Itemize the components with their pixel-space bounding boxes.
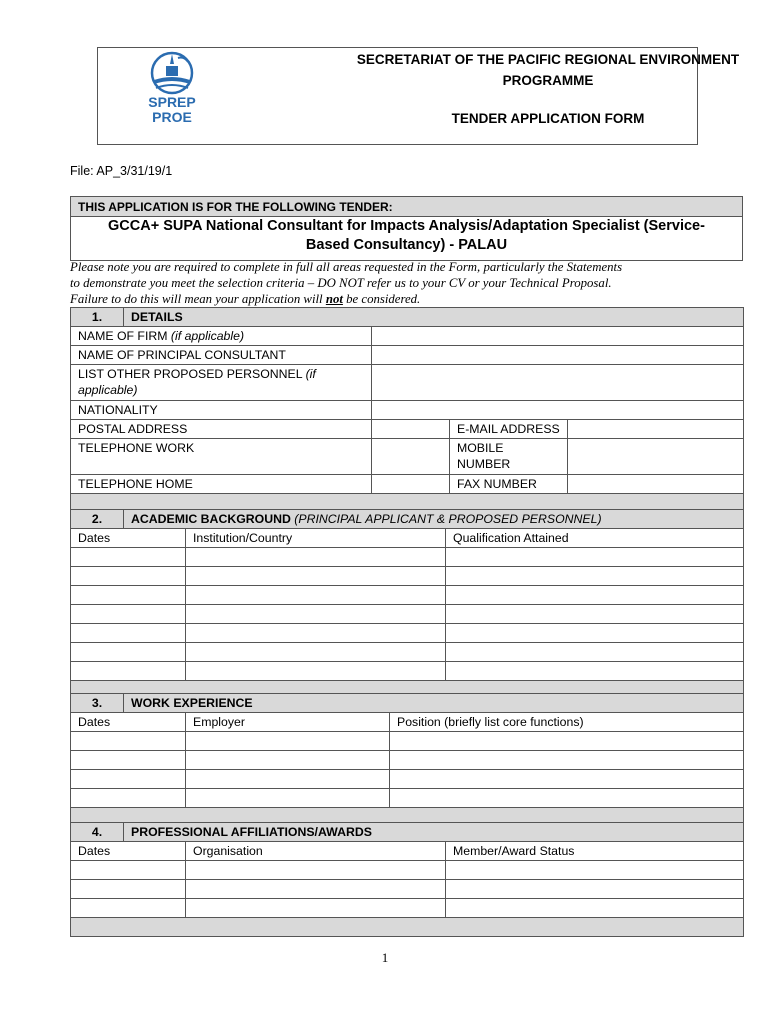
employer-cell[interactable] [186,770,390,789]
fax-number-label: FAX NUMBER [450,475,568,494]
section-separator [71,918,744,937]
details-section-title: DETAILS [124,308,744,327]
affiliations-table [70,822,744,937]
academic-col-qualification: Qualification Attained [446,529,744,548]
details-section-number: 1. [71,308,124,327]
note-line3-start: Failure to do this will mean your application will [70,292,326,306]
employer-cell[interactable] [186,751,390,770]
telephone-work-label: TELEPHONE WORK [71,439,372,475]
note-line3-end: be considered. [342,292,421,306]
firm-name-note: (if applicable) [170,329,245,343]
table-row [71,605,744,624]
table-row [71,751,744,770]
postal-address-label: POSTAL ADDRESS [71,420,372,439]
employer-cell[interactable] [186,789,390,808]
dates-cell[interactable] [71,789,186,808]
academic-section-title [124,510,744,529]
employer-cell[interactable] [186,732,390,751]
affiliations-col-organisation: Organisation [186,842,446,861]
work-col-position: Position (briefly list core functions) [390,713,744,732]
academic-section-number: 2. [71,510,124,529]
qualification-cell[interactable] [446,662,744,681]
sprep-logo [138,50,206,130]
details-table [70,307,744,513]
other-personnel-label [71,365,372,401]
qualification-cell[interactable] [446,548,744,567]
tender-title-line2: Based Consultancy) - PALAU [305,237,508,253]
affiliations-section-number: 4. [71,823,124,842]
affiliations-col-dates: Dates [71,842,186,861]
table-row [71,789,744,808]
qualification-cell[interactable] [446,605,744,624]
table-row [71,899,744,918]
nationality-label: NATIONALITY [71,401,372,420]
logo-text-proe: PROE [152,109,192,125]
dates-cell[interactable] [71,770,186,789]
email-address-label: E-MAIL ADDRESS [450,420,568,439]
table-row [71,624,744,643]
fax-number-field[interactable] [568,475,744,494]
note-line3 [70,291,750,307]
tender-title [71,217,742,255]
tender-box [70,196,743,261]
position-cell[interactable] [390,770,744,789]
other-personnel-note: (if applicable) [78,367,316,397]
academic-table [70,509,744,700]
institution-cell[interactable] [186,624,446,643]
dates-cell[interactable] [71,861,186,880]
instructions-note [70,259,750,307]
institution-cell[interactable] [186,643,446,662]
telephone-home-field[interactable] [372,475,450,494]
tender-heading: THIS APPLICATION IS FOR THE FOLLOWING TENDER: [71,197,742,217]
affiliations-section-title: PROFESSIONAL AFFILIATIONS/AWARDS [124,823,744,842]
table-row [71,548,744,567]
dates-cell[interactable] [71,548,186,567]
other-personnel-field[interactable] [372,365,744,401]
work-col-dates: Dates [71,713,186,732]
note-line1: Please note you are required to complete in full all areas requested in the Form, particularly the Statements [70,260,623,274]
org-name-line1: SECRETARIAT OF THE PACIFIC REGIONAL ENVIRONMENT [356,52,740,67]
position-cell[interactable] [390,732,744,751]
dates-cell[interactable] [71,732,186,751]
dates-cell[interactable] [71,751,186,770]
dates-cell[interactable] [71,586,186,605]
dates-cell[interactable] [71,567,186,586]
logo-text-sprep: SPREP [148,94,196,110]
telephone-work-field[interactable] [372,439,450,475]
firm-name-label [71,327,372,346]
table-row [71,732,744,751]
affiliations-col-status: Member/Award Status [446,842,744,861]
telephone-home-label: TELEPHONE HOME [71,475,372,494]
institution-cell[interactable] [186,662,446,681]
note-not-emphasis: not [325,292,343,306]
status-cell[interactable] [446,880,744,899]
email-address-field[interactable] [568,420,744,439]
other-personnel-text: LIST OTHER PROPOSED PERSONNEL [78,367,303,381]
dates-cell[interactable] [71,605,186,624]
organisation-cell[interactable] [186,861,446,880]
nationality-field[interactable] [372,401,744,420]
status-cell[interactable] [446,861,744,880]
work-section-number: 3. [71,694,124,713]
academic-title-text: ACADEMIC BACKGROUND [131,512,291,526]
organisation-cell[interactable] [186,899,446,918]
qualification-cell[interactable] [446,643,744,662]
dates-cell[interactable] [71,880,186,899]
institution-cell[interactable] [186,586,446,605]
form-title: TENDER APPLICATION FORM [451,111,645,126]
institution-cell[interactable] [186,567,446,586]
qualification-cell[interactable] [446,586,744,605]
qualification-cell[interactable] [446,624,744,643]
academic-col-dates: Dates [71,529,186,548]
postal-address-field[interactable] [372,420,450,439]
organisation-cell[interactable] [186,880,446,899]
tender-title-line1: GCCA+ SUPA National Consultant for Impacts Analysis/Adaptation Specialist (Service- [108,218,705,234]
institution-cell[interactable] [186,548,446,567]
academic-title-note: (PRINCIPAL APPLICANT & PROPOSED PERSONNEL) [294,512,602,526]
firm-name-field[interactable] [372,327,744,346]
dates-cell[interactable] [71,899,186,918]
position-cell[interactable] [390,789,744,808]
org-name-line2: PROGRAMME [502,73,594,88]
table-row [71,880,744,899]
table-row [71,861,744,880]
table-row [71,662,744,681]
academic-col-institution: Institution/Country [186,529,446,548]
table-row [71,770,744,789]
principal-consultant-label: NAME OF PRINCIPAL CONSULTANT [71,346,372,365]
status-cell[interactable] [446,899,744,918]
firm-name-text: NAME OF FIRM [78,329,168,343]
work-section-title: WORK EXPERIENCE [124,694,744,713]
page-number: 1 [381,950,389,965]
qualification-cell[interactable] [446,567,744,586]
work-col-employer: Employer [186,713,390,732]
institution-cell[interactable] [186,605,446,624]
position-cell[interactable] [390,751,744,770]
dates-cell[interactable] [71,643,186,662]
dates-cell[interactable] [71,662,186,681]
note-line2: to demonstrate you meet the selection criteria – DO NOT refer us to your CV or your Technical Proposal. [70,276,612,290]
principal-consultant-field[interactable] [372,346,744,365]
work-experience-table [70,693,744,827]
table-row [71,586,744,605]
dates-cell[interactable] [71,624,186,643]
mobile-number-field[interactable] [568,439,744,475]
file-reference: File: AP_3/31/19/1 [70,164,173,178]
table-row [71,567,744,586]
mobile-number-label: MOBILE NUMBER [450,439,568,475]
table-row [71,643,744,662]
